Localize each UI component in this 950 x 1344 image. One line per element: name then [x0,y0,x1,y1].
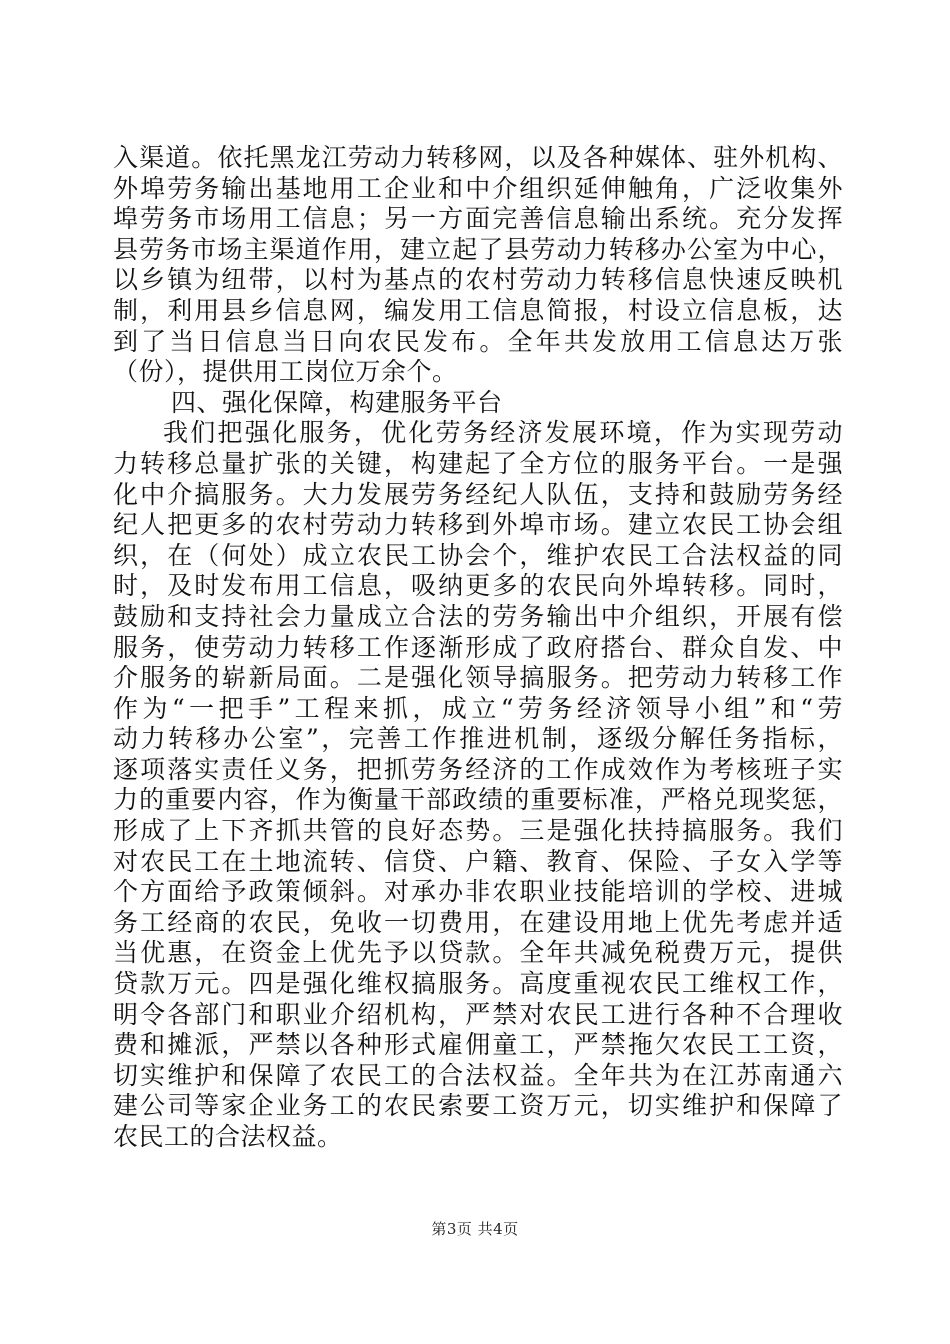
text-line: 制，利用县乡信息网，编发用工信息简报，村设立信息板，达 [113,295,843,325]
text-line: 对农民工在土地流转、信贷、户籍、教育、保险、子女入学等 [113,846,843,876]
paragraph-1 [113,143,843,388]
text-line: （份），提供用工岗位万余个。 [113,357,458,387]
text-line: 外埠劳务输出基地用工企业和中介组织延伸触角，广泛收集外 [113,173,843,203]
text-line: 明令各部门和职业介绍机构，严禁对农民工进行各种不合理收 [113,999,843,1029]
text-line: 当优惠，在资金上优先予以贷款。全年共减免税费万元，提供 [113,938,843,968]
text-line: 动力转移办公室”，完善工作推进机制，逐级分解任务指标， [113,724,843,754]
text-line: 形成了上下齐抓共管的良好态势。三是强化扶持搞服务。我们 [113,816,843,846]
text-line: 介服务的崭新局面。二是强化领导搞服务。把劳动力转移工作 [113,663,843,693]
text-line: 费和摊派，严禁以各种形式雇佣童工，严禁拖欠农民工工资， [113,1030,843,1060]
text-line: 力的重要内容，作为衡量干部政绩的重要标准，严格兑现奖惩， [113,785,843,815]
text-line: 切实维护和保障了农民工的合法权益。全年共为在江苏南通六 [113,1060,843,1090]
text-line: 我们把强化服务，优化劳务经济发展环境，作为实现劳动 [163,418,843,448]
text-line: 化中介搞服务。大力发展劳务经纪人队伍，支持和鼓励劳务经 [113,479,843,509]
page-number-footer: 第3页 共4页 [431,1220,519,1238]
text-line: 个方面给予政策倾斜。对承办非农职业技能培训的学校、进城 [113,877,843,907]
text-line: 埠劳务市场用工信息；另一方面完善信息输出系统。充分发挥 [113,204,843,234]
text-line: 县劳务市场主渠道作用，建立起了县劳动力转移办公室为中心， [113,234,843,264]
text-line: 以乡镇为纽带，以村为基点的农村劳动力转移信息快速反映机 [113,265,843,295]
text-line: 服务，使劳动力转移工作逐渐形成了政府搭台、群众自发、中 [113,632,843,662]
text-line: 时，及时发布用工信息，吸纳更多的农民向外埠转移。同时， [113,571,843,601]
text-line: 农民工的合法权益。 [113,1122,343,1151]
text-line: 到了当日信息当日向农民发布。全年共发放用工信息达万张 [113,326,843,356]
text-line: 织，在（何处）成立农民工协会个，维护农民工合法权益的同 [113,540,843,570]
text-line: 逐项落实责任义务，把抓劳务经济的工作成效作为考核班子实 [113,754,843,784]
paragraph-2 [113,418,843,1152]
text-line: 纪人把更多的农村劳动力转移到外埠市场。建立农民工协会组 [113,510,843,540]
document-body [113,143,843,1153]
text-line: 贷款万元。四是强化维权搞服务。高度重视农民工维权工作， [113,969,843,999]
text-line: 务工经商的农民，免收一切费用，在建设用地上优先考虑并适 [113,907,843,937]
text-line: 建公司等家企业务工的农民索要工资万元，切实维护和保障了 [113,1091,843,1121]
text-line: 入渠道。依托黑龙江劳动力转移网，以及各种媒体、驻外机构、 [113,143,843,172]
section-heading: 四、强化保障，构建服务平台 [171,387,503,417]
text-line: 力转移总量扩张的关键，构建起了全方位的服务平台。一是强 [113,448,843,478]
text-line: 鼓励和支持社会力量成立合法的劳务输出中介组织，开展有偿 [113,601,843,631]
text-line: 作为“一把手”工程来抓，成立“劳务经济领导小组”和“劳 [113,693,843,723]
